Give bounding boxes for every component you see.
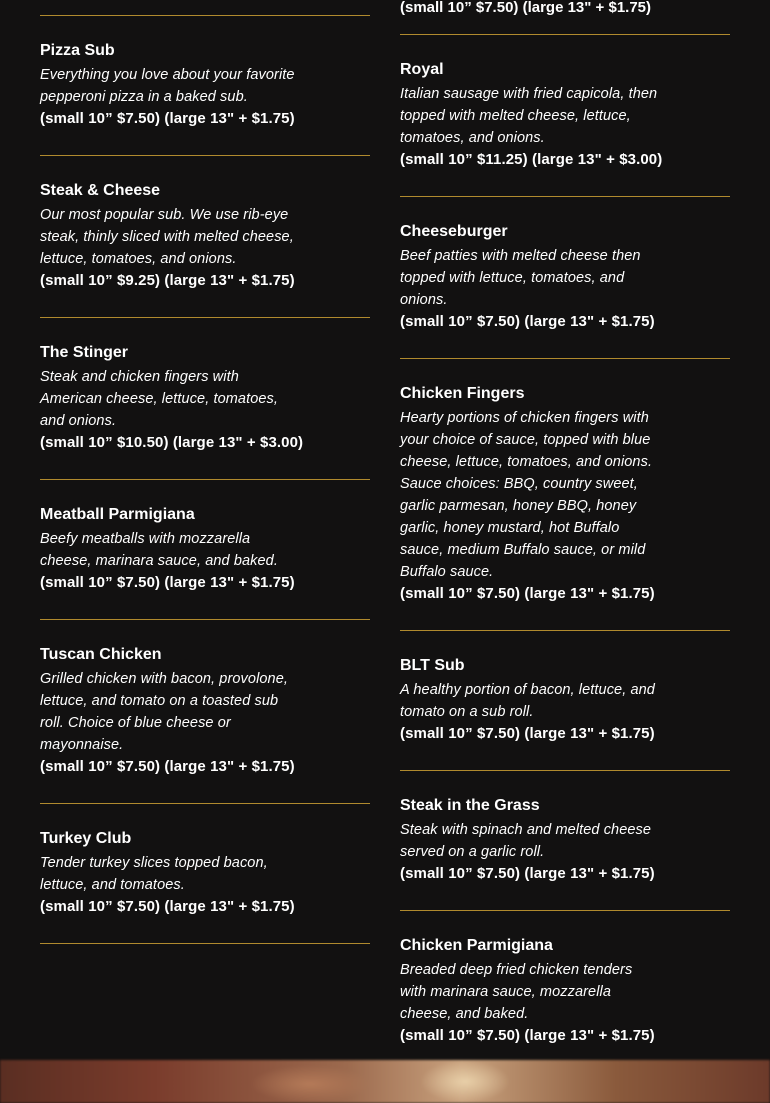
menu-column-right: [400, 0, 730, 1073]
item-description: Breaded deep fried chicken tenders with marinara sauce, mozzarella cheese, and baked.: [400, 962, 633, 1022]
item-price: (small 10” $7.50) (large 13" + $1.75): [40, 758, 295, 775]
item-name: Pizza Sub: [40, 42, 115, 59]
item-description: Hearty portions of chicken fingers with your choice of sauce, topped with blue cheese, lettuce, tomatoes, and onions. Sauce choices: BBQ, country sweet, garlic parmesan, honey BBQ, honey garlic, honey mustard, hot Buffalo sauce, medium Buffalo sauce, or mild Buffalo sauce.: [400, 410, 653, 580]
item-name: Chicken Parmigiana: [400, 937, 553, 954]
item-description: Everything you love about your favorite pepperoni pizza in a baked sub.: [40, 67, 295, 105]
menu-item: [40, 620, 370, 804]
item-name: The Stinger: [40, 344, 129, 361]
menu-item: [40, 156, 370, 318]
item-price: (small 10” $7.50) (large 13" + $1.75): [40, 898, 295, 915]
menu-item: [40, 804, 370, 944]
item-description: Steak and chicken fingers with American cheese, lettuce, tomatoes, and onions.: [40, 369, 279, 429]
item-name: Meatball Parmigiana: [40, 506, 195, 523]
menu-item: [400, 35, 730, 197]
item-price: (small 10” $11.25) (large 13" + $3.00): [400, 151, 663, 168]
item-price: (small 10” $7.50) (large 13" + $1.75): [400, 313, 655, 330]
item-name: Steak & Cheese: [40, 182, 161, 199]
item-price: (small 10” $7.50) (large 13" + $1.75): [40, 574, 295, 591]
menu-item: [400, 771, 730, 911]
background-photo: [0, 1060, 770, 1103]
item-name: Cheeseburger: [400, 223, 508, 240]
menu-item: [400, 631, 730, 771]
item-description: Our most popular sub. We use rib-eye steak, thinly sliced with melted cheese, lettuce, tomatoes, and onions.: [40, 207, 294, 267]
item-name: Turkey Club: [40, 830, 132, 847]
item-description: Grilled chicken with bacon, provolone, lettuce, and tomato on a toasted sub roll. Choice of blue cheese or mayonnaise.: [40, 671, 289, 753]
item-price: (small 10” $10.50) (large 13" + $3.00): [40, 434, 304, 451]
divider: [40, 0, 370, 16]
item-description: Tender turkey slices topped bacon, lettuce, and tomatoes.: [40, 855, 268, 893]
item-description: Beef patties with melted cheese then topped with lettuce, tomatoes, and onions.: [400, 248, 641, 308]
item-price: (small 10” $7.50) (large 13" + $1.75): [400, 585, 655, 602]
item-name: Chicken Fingers: [400, 385, 525, 402]
item-name: Tuscan Chicken: [40, 646, 162, 663]
item-description: Steak with spinach and melted cheese served on a garlic roll.: [400, 822, 652, 860]
item-price: (small 10” $7.50) (large 13" + $1.75): [400, 1027, 655, 1044]
item-price: (small 10” $7.50) (large 13" + $1.75): [400, 0, 730, 35]
item-price: (small 10” $7.50) (large 13" + $1.75): [40, 110, 295, 127]
item-price: (small 10” $9.25) (large 13" + $1.75): [40, 272, 295, 289]
photo-highlight: [250, 1065, 370, 1103]
menu-item: [400, 197, 730, 359]
item-price: (small 10” $7.50) (large 13" + $1.75): [400, 725, 655, 742]
item-name: BLT Sub: [400, 657, 465, 674]
menu-item: [400, 359, 730, 631]
item-name: Royal: [400, 61, 444, 78]
item-description: Beefy meatballs with mozzarella cheese, marinara sauce, and baked.: [40, 531, 278, 569]
menu-item: [40, 480, 370, 620]
item-description: Italian sausage with fried capicola, then topped with melted cheese, lettuce, tomatoes, and onions.: [400, 86, 658, 146]
photo-highlight: [420, 1060, 510, 1103]
menu-item: [40, 318, 370, 480]
menu-column-left: [40, 0, 370, 944]
menu-item: [400, 911, 730, 1073]
menu-item: [40, 16, 370, 156]
item-description: A healthy portion of bacon, lettuce, and tomato on a sub roll.: [400, 682, 655, 720]
item-price: (small 10” $7.50) (large 13" + $1.75): [400, 865, 655, 882]
item-name: Steak in the Grass: [400, 797, 540, 814]
